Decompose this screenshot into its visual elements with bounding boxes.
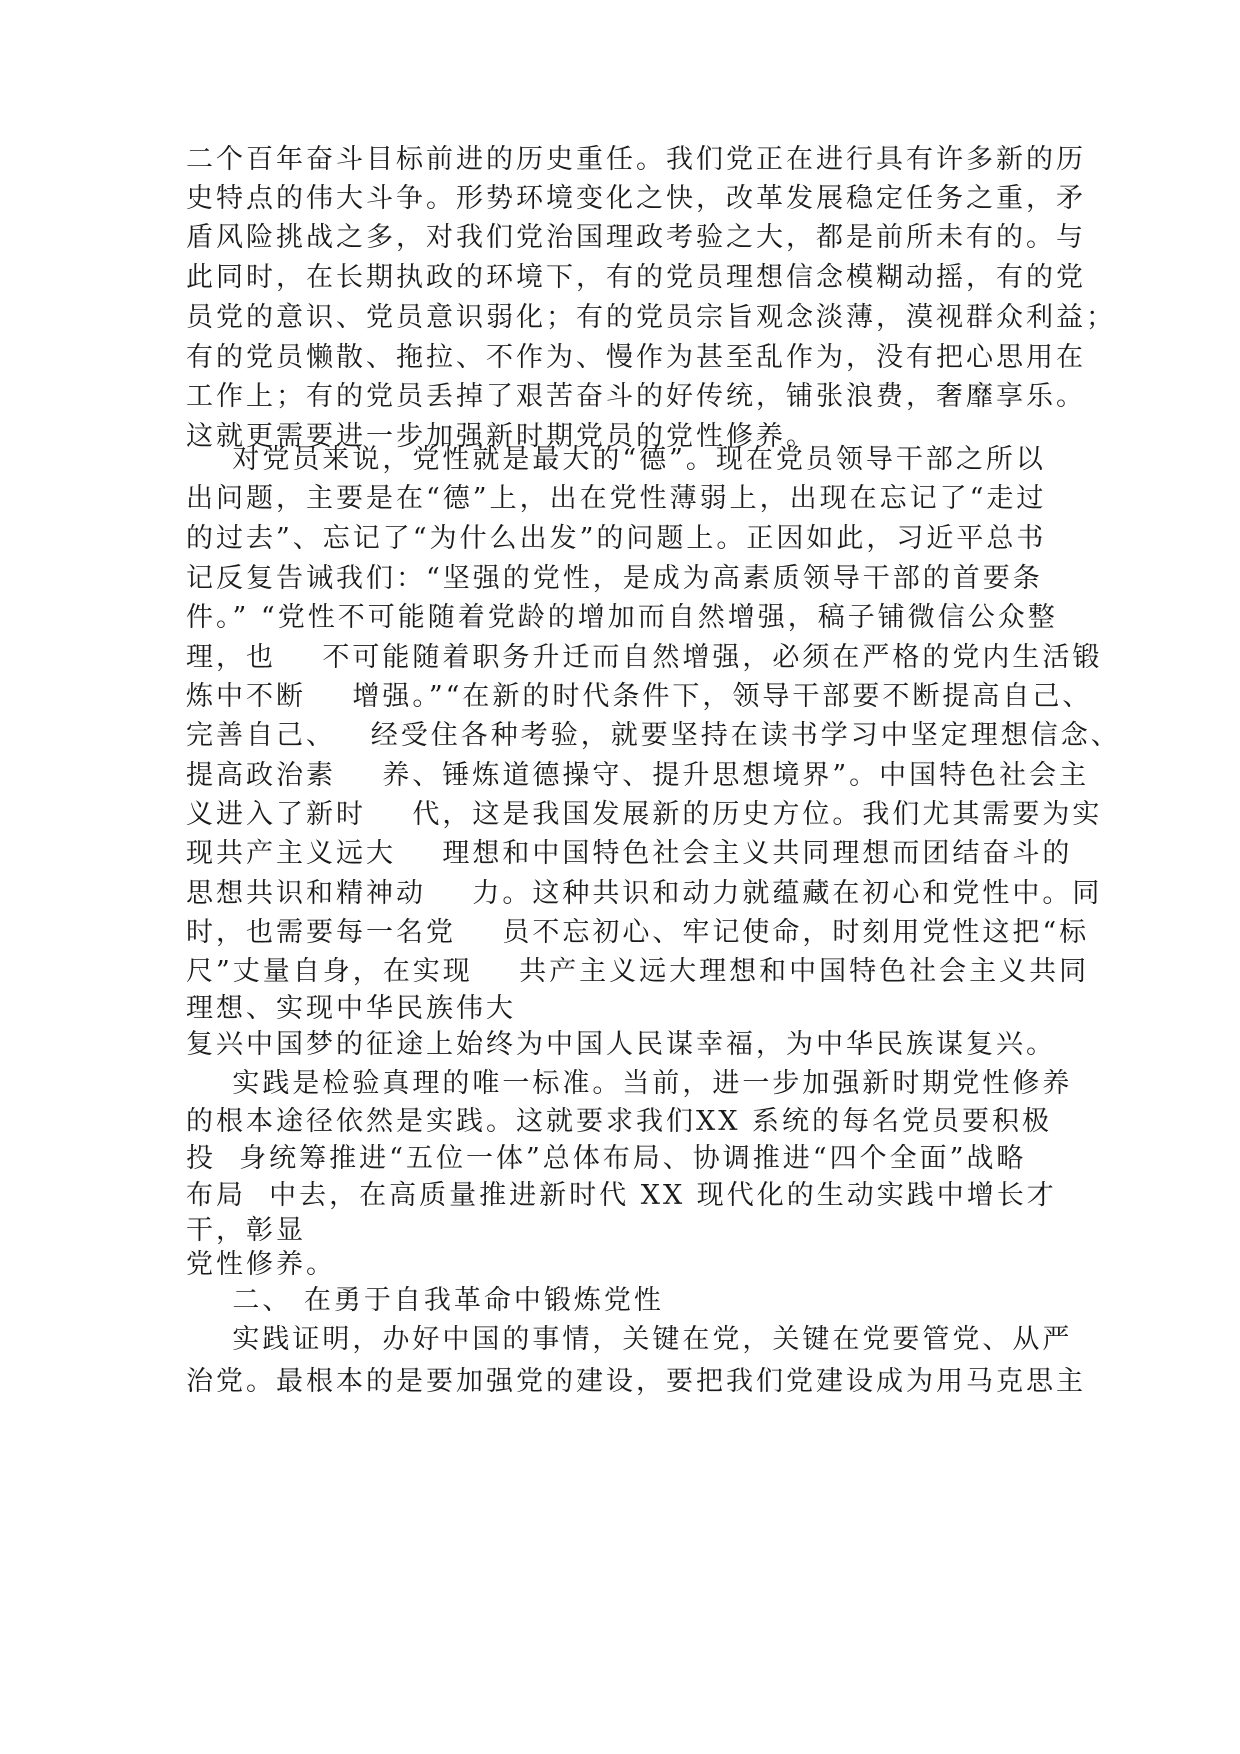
text-line: 干，彰显 [186, 1215, 306, 1246]
text-line: 实践是检验真理的唯一标准。当前，进一步加强新时期党性修养 [186, 1068, 1073, 1099]
text-line: 的过去”、忘记了“为什么出发”的问题上。正因如此，习近平总书 [186, 523, 1047, 554]
text-line: 党性修养。 [186, 1249, 336, 1280]
text-line: 这就更需要进一步加强新时期党员的党性修养。 [186, 421, 816, 452]
text-line: 投 身统筹推进“五位一体”总体布局、协调推进“四个全面”战略 [186, 1143, 1027, 1174]
text-line: 时，也需要每一名党 员不忘初心、牢记使命，时刻用党性这把“标 [186, 917, 1090, 948]
section-heading: 二、 在勇于自我革命中锻炼党性 [186, 1285, 664, 1316]
text-line: 的根本途径依然是实践。这就要求我们XX 系统的每名党员要积极 [186, 1106, 1053, 1137]
text-line: 完善自己、 经受住各种考验，就要坚持在读书学习中坚定理想信念、 [186, 720, 1121, 751]
text-line: 布局 中去，在高质量推进新时代 XX 现代化的生动实践中增长才 [186, 1180, 1057, 1211]
text-line: 对党员来说，党性就是最大的“德”。现在党员领导干部之所以 [186, 444, 1046, 475]
text-line: 此同时，在长期执政的环境下，有的党员理想信念模糊动摇，有的党 [186, 262, 1086, 293]
text-line: 炼中不断 增强。”“在新的时代条件下，领导干部要不断提高自己、 [186, 681, 1093, 712]
text-line: 治党。最根本的是要加强党的建设，要把我们党建设成为用马克思主 [186, 1366, 1086, 1397]
text-line: 实践证明，办好中国的事情，关键在党，关键在党要管党、从严 [186, 1324, 1073, 1355]
text-line: 现共产主义远大 理想和中国特色社会主义共同理想而团结奋斗的 [186, 838, 1073, 869]
text-line: 义进入了新时 代，这是我国发展新的历史方位。我们尤其需要为实 [186, 799, 1103, 830]
text-line: 出问题，主要是在“德”上，出在党性薄弱上，出现在忘记了“走过 [186, 483, 1047, 514]
text-line: 记反复告诫我们：“坚强的党性，是成为高素质领导干部的首要条 [186, 563, 1043, 594]
text-line: 工作上；有的党员丢掉了艰苦奋斗的好传统，铺张浪费，奢靡享乐。 [186, 381, 1086, 412]
text-line: 二个百年奋斗目标前进的历史重任。我们党正在进行具有许多新的历 [186, 144, 1086, 175]
text-line: 理想、实现中华民族伟大 [186, 993, 516, 1024]
text-line: 员党的意识、党员意识弱化；有的党员宗旨观念淡薄，漠视群众利益； [186, 302, 1116, 333]
text-line: 理，也 不可能随着职务升迁而自然增强，必须在严格的党内生活锻 [186, 642, 1103, 673]
text-line: 提高政治素 养、锤炼道德操守、提升思想境界”。中国特色社会主 [186, 760, 1090, 791]
text-line: 史特点的伟大斗争。形势环境变化之快，改革发展稳定任务之重，矛 [186, 183, 1086, 214]
text-line: 思想共识和精神动 力。这种共识和动力就蕴藏在初心和党性中。同 [186, 878, 1103, 909]
text-line: 盾风险挑战之多，对我们党治国理政考验之大，都是前所未有的。与 [186, 222, 1086, 253]
text-line: 件。” “党性不可能随着党龄的增加而自然增强，稿子铺微信公众整 [186, 602, 1058, 633]
text-line: 尺”丈量自身，在实现 共产主义远大理想和中国特色社会主义共同 [186, 956, 1090, 987]
text-line: 有的党员懒散、拖拉、不作为、慢作为甚至乱作为，没有把心思用在 [186, 342, 1086, 373]
text-line: 复兴中国梦的征途上始终为中国人民谋幸福，为中华民族谋复兴。 [186, 1029, 1056, 1060]
